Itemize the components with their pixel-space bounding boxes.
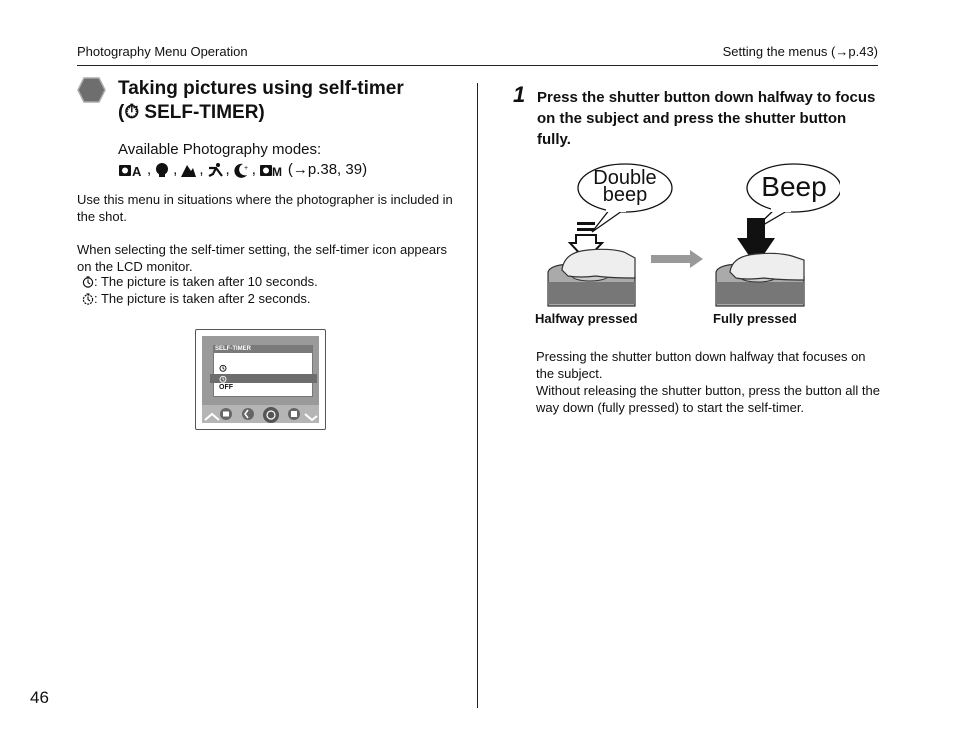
manual-mode-icon [259, 162, 285, 178]
list-item-text: : The picture is taken after 2 seconds. [94, 291, 311, 306]
self-timer-2s-icon [82, 293, 94, 305]
double-beep-line1: Double [593, 167, 657, 189]
description-para2: Without releasing the shutter button, press the button all the way down (fully pressed) to start the self-timer. [536, 383, 880, 415]
lcd-option-off: OFF [219, 384, 233, 391]
section-title [118, 77, 404, 125]
sports-mode-icon [207, 162, 223, 178]
lcd-menu-title: SELF-TIMER [213, 345, 312, 353]
svg-text:M: M [271, 165, 282, 178]
night-mode-icon [233, 162, 249, 178]
page-number: 46 [30, 688, 49, 707]
svg-text:A: A [132, 164, 142, 178]
camera-left [548, 249, 635, 306]
section-hexagon-icon [77, 77, 106, 103]
description-para1: Pressing the shutter button down halfway that focuses on the subject. [536, 349, 866, 381]
modes-label: Available Photography modes: [118, 141, 322, 158]
modes-reference: (→p.38, 39) [287, 161, 368, 178]
selection-paragraph: When selecting the self-timer setting, the self-timer icon appears on the LCD monitor. [77, 242, 447, 274]
double-beep-text [585, 167, 665, 206]
available-modes: Available Photography modes: A , , , , + , M (→p.38, 39) [118, 141, 368, 178]
lcd-timer-2s-icon [219, 375, 227, 383]
beep-text: Beep [761, 171, 827, 202]
list-item [82, 291, 311, 306]
lcd-display [202, 336, 319, 423]
list-item-text: : The picture is taken after 10 seconds. [94, 274, 318, 289]
caption-halfway: Halfway pressed [535, 311, 638, 326]
lcd-screen-illustration [195, 329, 326, 430]
column-divider [477, 83, 478, 708]
running-header-left: Photography Menu Operation [77, 44, 248, 59]
list-item [82, 274, 318, 289]
running-header-right: Setting the menus (→p.43) [722, 44, 878, 59]
camera-right [716, 253, 804, 306]
svg-text:+: + [243, 165, 248, 172]
section-title-line2: (⏱ SELF-TIMER) [118, 102, 265, 123]
caption-fully: Fully pressed [713, 311, 797, 326]
double-beep-line2: beep [602, 184, 648, 206]
header-rule [77, 65, 878, 66]
self-timer-10s-icon [82, 276, 94, 288]
lcd-menu-icons [202, 405, 319, 423]
transition-arrow-icon [651, 250, 703, 268]
section-title-line1: Taking pictures using self-timer [118, 78, 404, 99]
right-description [536, 348, 886, 416]
step-number: 1 [513, 82, 526, 107]
lcd-icon-bar [202, 405, 319, 423]
step-instruction: Press the shutter button down halfway to focus on the subject and press the shutter button fully. [537, 89, 876, 148]
lcd-timer-10s-icon [219, 364, 227, 372]
landscape-mode-icon [180, 162, 196, 178]
auto-mode-icon [118, 162, 144, 178]
intro-paragraph: Use this menu in situations where the photographer is included in the shot. [77, 192, 453, 224]
portrait-mode-icon [154, 162, 170, 178]
